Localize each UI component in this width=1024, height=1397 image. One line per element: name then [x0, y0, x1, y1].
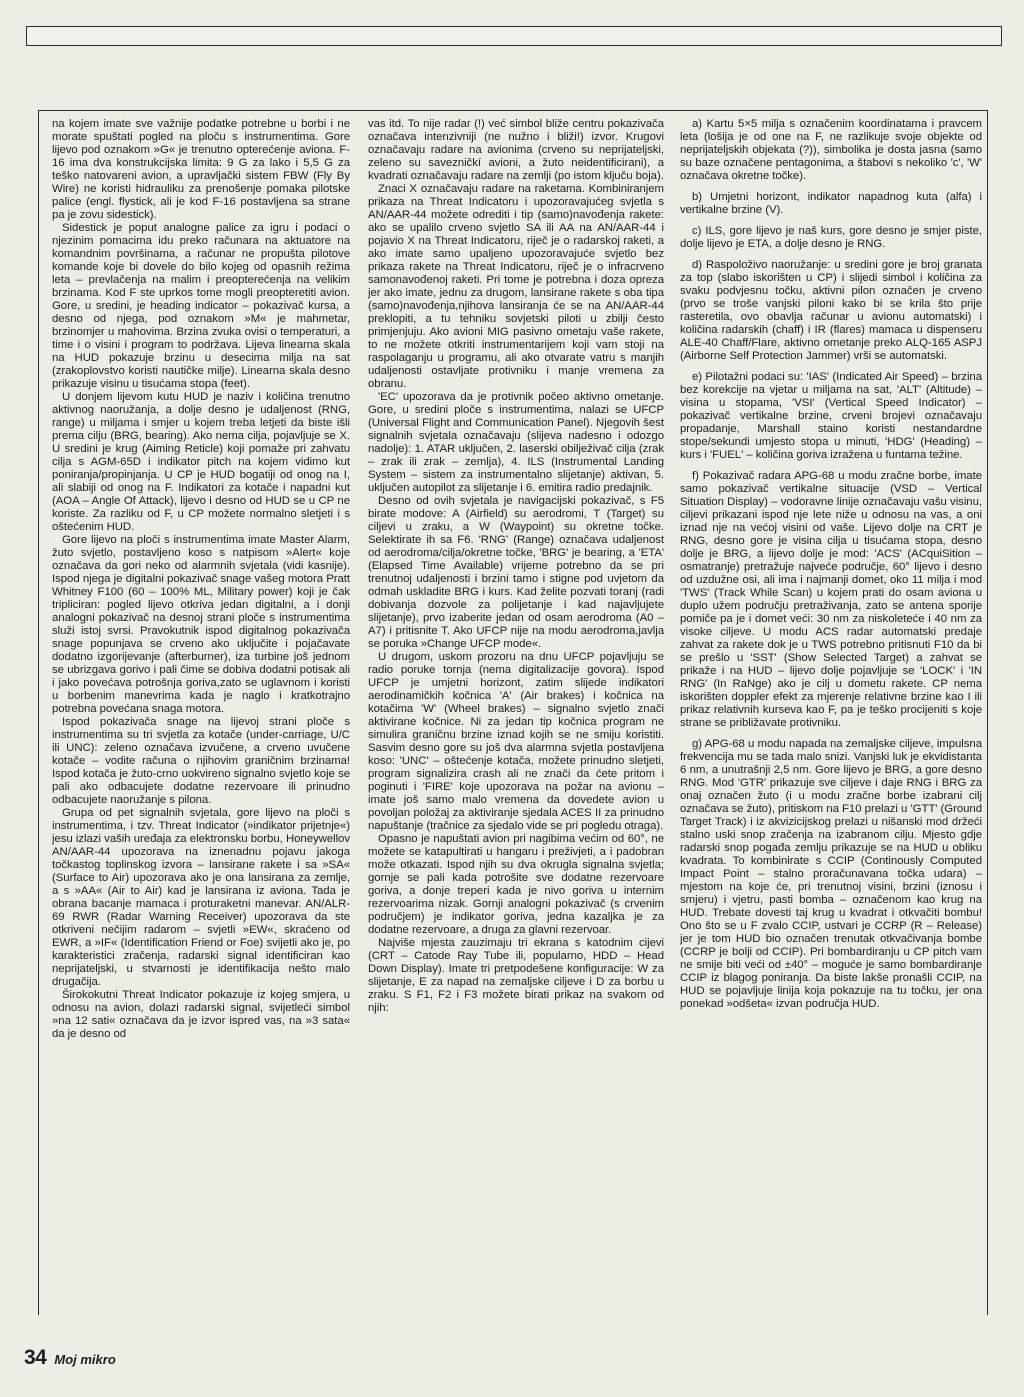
page-number: 34 — [24, 1346, 47, 1369]
paragraph: Znaci X označavaju radare na raketama. Kombiniranjem prikaza na Threat Indicatoru i upozoravajućeg svjetla s AN/AAR-44 možete odrediti i tip (samo)navođenja rakete: ako se upalilo crveno svjetlo SA ili AA na AN/AAR-44 i pojavio X na Threat Indicatoru, riječ je o radarskoj raketi, a ako imate samo upaljeno upozoravajuće svjetlo bez prikaza rakete na Threat Indicatoru, riječ je o infracrveno samonavođenoj raketi. Pri tome je potrebna i doza opreza jer ako imate, jednu za drugom, lansirane rakete s oba tipa (samo)navođenja,njihova lansiranja će se na AN/AAR-44 preklopiti, a tu tehniku sovjetski piloti u zbilji često primjenjuju. Ako avioni MIG pasivno ometaju vaše rakete, to ne možete otkriti instrumentarijem koji vam stoji na raspolaganju u programu, ali ako otvarate vatru s manjih udaljenosti ostavljate protivniku i manje vremena za obranu. — [368, 183, 664, 390]
paragraph: Grupa od pet signalnih svjetala, gore lijevo na ploči s instrumentima, i tzv. Threat Indicator (»indikator prijetnje«) jesu izlazi vaših uređaja za elektronsku borbu, Honeywellov AN/AAR-44 upozorava na iznenadnu pojavu jakoga točkastog toplinskog izvora – lansirane rakete i sa »SA« (Surface to Air) upozorava ako je ona lansirana za zemlje, a s »AA« (Air to Air) kad je lansirana iz aviona. Tada je obrana bacanje mamaca i proturaketni manevar. AN/ALR-69 RWR (Radar Warning Receiver) upozorava da ste otkriveni nečijim radarom – svjetli »EW«, skraćeno od EWR, a »IF« (Identification Friend or Foe) svijetli ako je, po karakteristici zračenja, radarski signal identificiran kao neprijateljski, u stvarnosti je identifikacija nešto malo drugačija. — [52, 807, 350, 988]
paragraph: Gore lijevo na ploči s instrumentima imate Master Alarm, žuto svjetlo, postavljeno koso s natpisom »Alert« koje označava da gori neko od alarmnih svjetala (vidi kasnije). Ispod njega je digitalni pokazivač snage vašeg motora Pratt Whitney F100 (60 – 100% ML, Military power) koji je čak tripliciran: pogled lijevo otkriva jedan digitalni, a i donji analogni pokazivač na desnoj strani ploče s instrumentima služi istoj svrsi. Pravokutnik ispod digitalnog pokazivača snage popunjava se crveno ako uključite i pojačavate dodatno izgorijevanje (afterburner), iza turbine još jednom se ubrizgava gorivo i pali čime se dobiva dodatni potisak ali i jako povećava potrošnja goriva,zato se uglavnom i koristi u borbenim manevrima kada je naglo i kratkotrajno potrebna povećana snaga motora. — [52, 534, 350, 715]
paragraph: Opasno je napuštati avion pri nagibima većim od 60°, ne možete se katapultirati u hangaru i preživjeti, a i padobran može otkazati. Ispod njih su dva okrugla signalna svjetla; gornje se pali kada potrošite sve dodatne rezervoare goriva, a donje treperi kada je nivo goriva u internim rezervoarima nizak. Gornji analogni pokazivač (s crvenim područjem) je indikator goriva, jedna kazaljka je za dodatne rezervoare, a druga za glavni rezervoar. — [368, 833, 664, 936]
paragraph: Ispod pokazivača snage na lijevoj strani ploče s instrumentima su tri svjetla za kotače (under-carriage, U/C ili UNC): zeleno označava izvučene, a crveno uvučene kotače – vodite računa o njihovim graničnim brzinama! Ispod kotača je žuto-crno uokvireno signalno svjetlo koje se pali ako odbacujete dodatne rezervoare ili prinudno odbacujete naoružanje s pilona. — [52, 716, 350, 806]
paragraph: na kojem imate sve važnije podatke potrebne u borbi i ne morate spuštati pogled na ploču s instrumentima. Gore lijevo pod oznakom »G« je trenutno opterećenje aviona. F-16 ima dva konstrukcijska limita: 9 G za lako i 5,5 G za teško natovareni avion, a upravljački sistem FBW (Fly By Wire) ne koristi hidrauliku za prenošenje pomaka pilotske palice (engl. flystick, ali je kod F-16 postavljena sa strane pa je zovu sidestick). — [52, 118, 350, 221]
paragraph: U drugom, uskom prozoru na dnu UFCP pojavljuju se radio poruke tornja (nema digitalizacije govora). Ispod UFCP je umjetni horizont, zatim slijede indikatori aerodinamičkih kočnica 'A' (Air brakes) i kočnica na kotačima 'W' (Wheel brakes) – signalno svjetlo znači aktivirane kočnice. Ni za jedan tip kočnica program ne simulira graničnu brzine iznad kojih se ne smiju koristiti. Sasvim desno gore su još dva alarmna svjetla postavljena koso: 'UNC' – oštećenje kotača, možete prinudno sletjeti, program signalizira crash ali ne znači da ćete pritom i poginuti i 'FIRE' koje upozorava na požar na avionu – imate još samo malo vremena da dovedete avion u povoljan položaj za aktiviranje sjedala ACES II za prinudno napuštanje (tračnice za sjedalo vide se pri pogledu otraga). — [368, 651, 664, 832]
paragraph: U donjem lijevom kutu HUD je naziv i količina trenutno aktivnog naoružanja, a dolje desno je udaljenost (RNG, range) u miljama i smjer u kojem treba letjeti da biste išli prema cilju (BRG, bearing). Ako nema cilja, pojavljuje se X. U sredini je krug (Aiming Reticle) koji pomaže pri zahvatu cilja s AGM-65D i indikator pitch na kojem vidimo kut poniranja/propinjanja. U CP je HUD bogatiji od onog na I, ali slabiji od onog na F. Indikatori za kotače i napadni kut (AOA – Angle Of Attack), lijevo i desno od HUD se u CP ne koriste. Za razliku od F, u CP možete normalno sletjeti i s oštećenim HUD. — [52, 391, 350, 533]
paragraph: Sidestick je poput analogne palice za igru i podaci o njezinim pomacima idu preko računara na aktuatore na komandnim površinama, a računar ne propušta pilotove komande koje bi dovele do bilo kojeg od opasnih režima leta – prevlačenja na malim i preopterećenja na velikim brzinama. Kod F ste uprkos tome mogli preopteretiti avion. Gore, u sredini, je heading indicator – pokazivač kursa, a desno od njega, pod oznakom »M« je mahmetar, brzinomjer u mahovima. Brzina zvuka ovisi o temperaturi, a time i o visini i program to podržava. Lijeva linearna skala na HUD pokazuje brzinu u desecima milja na sat (zrakoplovstvo koristi nautičke milje). Linearna skala desno prikazuje visinu u tisućama stopa (feet). — [52, 222, 350, 390]
text-column-3 — [680, 118, 982, 1314]
paragraph: vas itd. To nije radar (!) već simbol bliže centru pokazivača označava intenzivniji (ne nužno i bliži!) izvor. Krugovi označavaju radare na avionima (crveno su neprijateljski, zeleno su savezničkí avioni, a žuto neidentificirani), a kvadrati označavaju radare na zemlji (po istom ključu boja). — [368, 118, 664, 182]
list-item-e: e) Pilotažni podaci su: 'IAS' (Indicated Air Speed) – brzina bez korekcije na vjetar u miljama na sat, 'ALT' (Altitude) – visina u stopama, 'VSI' (Vertical Speed Indicator) – pokazivač vertikalne brzine, crveni brojevi označavaju propadanje, Marshall staino koristi nestandardne stope/sekundi umjesto stopa u minuti, 'HDG' (Heading) – kurs i 'FUEL' – količina goriva izražena u funtama težine. — [680, 371, 982, 461]
paragraph: Najviše mjesta zauzimaju tri ekrana s katodnim cijevi (CRT – Catode Ray Tube ili, popularno, HDD – Head Down Display). Imate tri pretpodešene konfiguracije: W za slijetanje, E za napad na zemaljske ciljeve i D za borbu u zraku. S F1, F2 i F3 možete birati prikaz na svakom od njih: — [368, 937, 664, 1014]
list-item-b: b) Umjetni horizont, indikator napadnog kuta (alfa) i vertikalne brzine (V). — [680, 191, 982, 216]
paragraph: Širokokutni Threat Indicator pokazuje iz kojeg smjera, u odnosu na avion, dolazi radarski signal, svijetleći simbol »na 12 sati« označava da je izvor ispred vas, na »3 sata« da je desno od — [52, 989, 350, 1040]
paragraph: 'EC' upozorava da je protivnik počeo aktivno ometanje. Gore, u sredini ploče s instrumentima, nalazi se UFCP (Universal Flight and Communication Panel). Njegovih šest signalnih svjetala označavaju (slijeva nadesno i odozgo nadolje): 1. ATAR uključen, 2. laserski obilježivač cilja (zrak – zrak ili zrak – zemlja), 4. ILS (Instrumental Landing System – sistem za instrumentalno slijetanje) aktivan, 5. uključen autopilot za slijetanje i 6. emitira radio predajnik. — [368, 391, 664, 494]
list-item-c: c) ILS, gore lijevo je naš kurs, gore desno je smjer piste, dolje lijevo je ETA, a dolje desno je RNG. — [680, 225, 982, 250]
text-column-2 — [368, 118, 664, 1314]
list-item-a: a) Kartu 5×5 milja s označenim koordinatama i pravcem leta (lošija je od one na F, ne razlikuje svoje objekte od neprijateljskih objekata (?)), simbolika je dosta jasna (samo su baze označene pentagonima, a štabovi s nekoliko 'c', 'W' označava okretne točke). — [680, 118, 982, 182]
header-box — [26, 26, 1002, 46]
list-item-f: f) Pokazivač radara APG-68 u modu zračne borbe, imate samo pokazivač vertikalne situacije (VSD – Vertical Situation Display) – vodoravne linije označavaju vašu visinu, ciljevi prikazani ispod nje lete niže u odnosu na vas, a oni iznad nje na većoj visini od vaše. Lijevo dolje na CRT je RNG, desno gore je visina cilja u tisućama stopa, desno dolje je BRG, a lijevo dolje je mod: 'ACS' (ACquiSition – osmatranje) pretražuje najveće područje, 60° lijevo i desno od uzdužne osi, ali ima i najmanji domet, oko 11 milja i mod 'TWS' (Track While Scan) u kojem prati do osam aviona u duplo užem području pretraživanja, zato se antena sporije pomiče pa je i domet veći: 30 nm za niskoletеće i 40 nm za visoke ciljeve. U modu ACS radar automatski predaje zahvat za rakete dok je u TWS potrebno pritisnuti F10 da bi se prešlo u 'SST' (Show Selected Target) a zahvat se prikaže i na HUD – lijevo dolje pojavljuje se 'LOCK' i 'IN RNG' (In RaNge) ako je cilj u dometu rakete. CP nema iskorišten doppler efekt za mjerenje relativne brzine kao I ili prikaz relativnih kurseva kao F, pa je teško procijeniti s koje strane se približavate protivniku. — [680, 470, 982, 729]
page-footer — [24, 1346, 116, 1372]
paragraph: Desno od ovih svjetala je navigacijski pokazivač, s F5 birate modove: A (Airfield) su aerodromi, T (Target) su ciljevi u zraku, a W (Waypoint) su okretne točke. Selektirate ih sa F6. 'RNG' (Range) označava udaljenost od aerodroma/cilja/okretne točke, 'BRG' je bearing, a 'ETA' (Elapsed Time Available) vrijeme potrebno da se pri trenutnoj udaljenosti i brzini tamo i stigne pod uvjetom da odmah uskladite BRG i kurs. Kad želite pozvati toranj (radi dobivanja dozvole za polijetanje i kad najavljujete slijetanje), prvo izaberite jedan od osam aerodroma (A0 – A7) i pritisnite T. Ako UFCP nije na modu aerodroma,javlja se poruka »Change UFCP mode«. — [368, 495, 664, 650]
list-item-d: d) Raspoloživo naoružanje: u sredini gore je broj granata za top (slabo iskorišten u CP) i slijedi simbol i količina za svaku podvjesnu točku, aktivni pilon označen je crveno (prvo se troše vanjski piloni kako bi se krila što prije rasteretila, ovo obavlja računar u avionu automatski) i količina radarskih (chaff) i IR (flares) mamaca u dispenseru ALE-40 Chaff/Flare, aktivno ometanje preko ALQ-165 ASPJ (Airborne Self Protection Jammer) vrši se automatski. — [680, 259, 982, 362]
list-item-g: g) APG-68 u modu napada na zemaljske ciljeve, impulsna frekvencija mu se tada malo snizi. Vanjski luk je ekvidistanta 6 nm, a unutrašnji 2,5 nm. Gore lijevo je BRG, a gore desno RNG. Mod 'GTR' prikazuje sve ciljeve i daje RNG i BRG za onaj označen žuto (i u modu zračne borbe izabrani cilj označava se žuto), pritiskom na F10 prelazi u 'GTT' (Ground Target Track) i iz akvizicijskog prelazi u nišanski mod držeći stalno uski snop zračenja na izabranom cilju. Mjesto gdje radarski snop pogađa zemlju prikazuje se na HUD u obliku kvadrata. To kombinirate s CCIP (Continously Computed Impact Point – stalno proračunavana točka udara) – mjestom na koje će, pri trenutnoj visini, brzini (iznosu i smjeru) i vjetru, pasti bomba – označenom kao krug na HUD. Trebate dovesti taj krug u kvadrat i otkvačiti bombu! Ono što se u F zvalo CCIP, ustvari je CCRP (R – Release) jer je tom HUD bio označen trenutak otkvačivanja bombe (CCRP je bolji od CCIP). Pri bombardiranju u CP pitch vam ne smije biti veći od ±40° – moguće je samo bombardiranje CCIP iz blagog poniranja. Da biste lakše pronašli CCIP, na HUD se pojavljuje linija koja pokazuje na tu točku, jer ona ponekad »odšeta« izvan područja HUD. — [680, 738, 982, 1010]
magazine-name: Moj mikro — [54, 1352, 116, 1367]
text-column-1 — [52, 118, 350, 1314]
